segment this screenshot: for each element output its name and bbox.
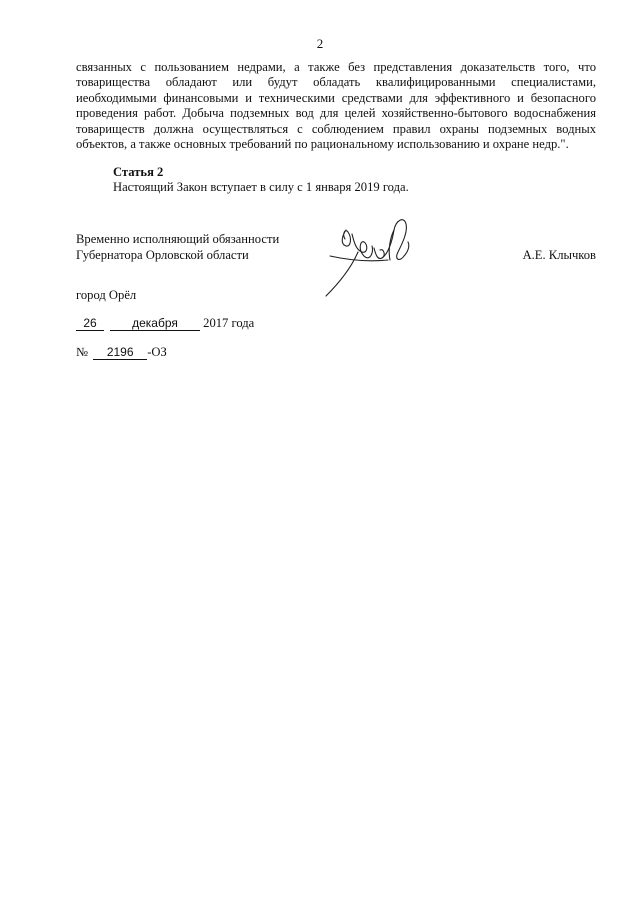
city-line: город Орёл [76,288,137,302]
law-number-line [76,345,167,360]
law-number-suffix: -ОЗ [147,345,167,359]
body-paragraph: связанных с пользованием недрами, а также без представления доказательств того, что товарищества обладают или будут обладать квалифицированными специалистами, иеобходимыми финансовыми и техническими средствами для эффективного и безопасного проведения работ. Добыча подземных вод для целей хозяйственно-бытового водоснабжения товариществ должна осуществляться с соблюдением правил охраны подземных водных объектов, а также основных требований по рациональному использованию и охране недр.". [76,60,596,152]
date-month: декабря [110,317,200,331]
page-number: 2 [316,36,324,51]
date-line [76,316,254,331]
law-number-prefix: № [76,345,89,359]
signatory-title [76,232,279,263]
signatory-title-line1: Временно исполняющий обязанности [76,232,280,246]
signatory-title-line2: Губернатора Орловской области [76,247,249,262]
date-year: 2017 года [203,316,255,330]
handwritten-signature [318,208,418,300]
article-text: Настоящий Закон вступает в силу с 1 января 2019 года. [113,180,409,194]
article-heading: Статья 2 [113,165,164,179]
law-number: 2196 [93,346,147,360]
date-day: 26 [76,317,104,331]
signatory-name: А.Е. Клычков [522,248,596,262]
